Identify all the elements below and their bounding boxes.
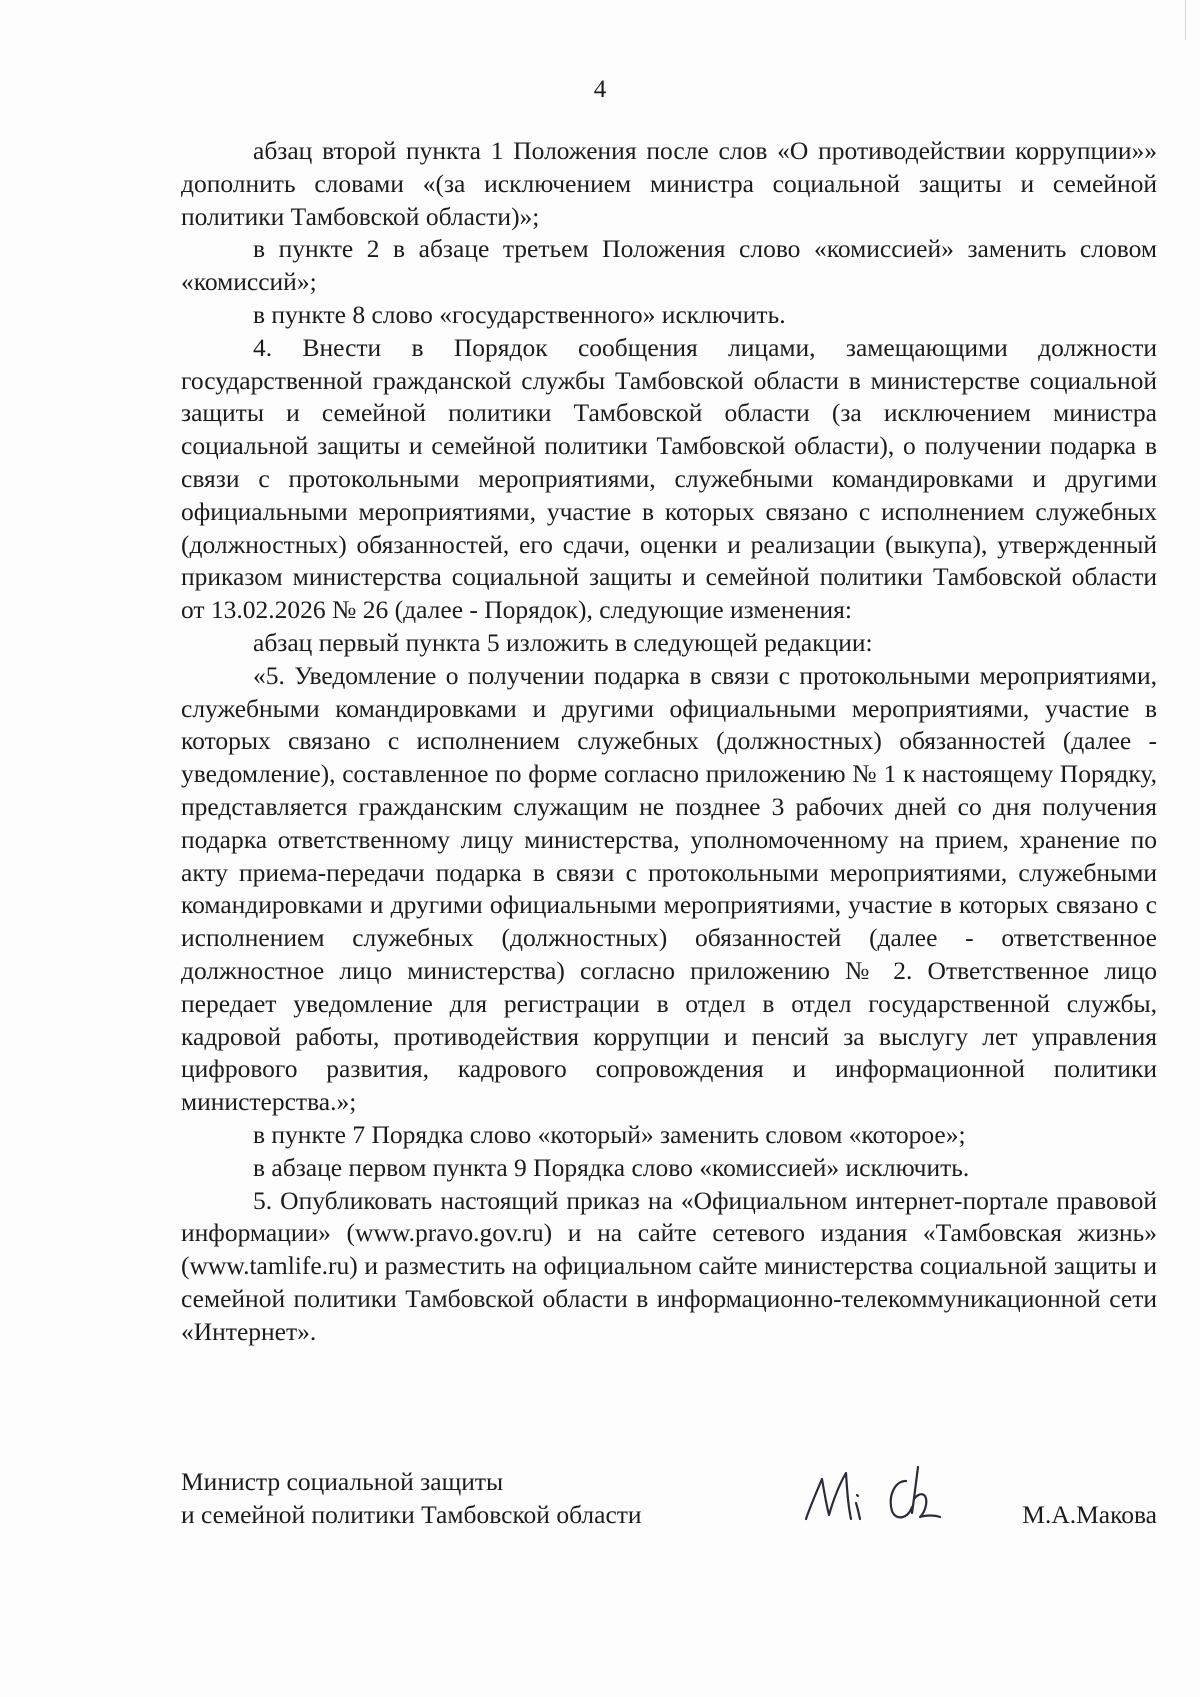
paragraph-7: в пункте 7 Порядка слово «который» заменить словом «которое»; bbox=[253, 1119, 966, 1149]
document-body bbox=[181, 135, 1157, 1348]
signer-name: М.А.Макова bbox=[1022, 1500, 1157, 1529]
signer-title-line-1: Министр социальной защиты bbox=[181, 1467, 504, 1496]
handwritten-signature bbox=[796, 1459, 956, 1537]
paragraph-8: в абзаце первом пункта 9 Порядка слово «комиссией» исключить. bbox=[253, 1152, 970, 1182]
paragraph-6: «5. Уведомление о получении подарка в связи с протокольными мероприятиями, служебными командировками и другими официальными мероприятиями, участие в которых связано с исполнением служебных (должностных) обязанностей (далее - уведомление), составленное по форме согласно приложению № 1 к настоящему Порядку, представляется гражданским служащим не позднее 3 рабочих дней со дня получения подарка ответственному лицу министерства, уполномоченному на прием, хранение по акту приема-передачи подарка в связи с протокольными мероприятиями, служебными командировками и другими официальными мероприятиями, участие в которых связано с исполнением служебных (должностных) обязанностей (далее - ответственное должностное лицо министерства) согласно приложению № 2. Ответственное лицо передает уведомление для регистрации в отдел в отдел государственной службы, кадровой работы, противодействия коррупции и пенсий за выслугу лет управления цифрового развития, кадрового сопровождения и информационной политики министерства.»; bbox=[181, 660, 1157, 1117]
scan-edge-line bbox=[1185, 0, 1186, 40]
page-number: 4 bbox=[593, 76, 607, 103]
paragraph-3: в пункте 8 слово «государственного» исключить. bbox=[253, 299, 786, 329]
paragraph-9: 5. Опубликовать настоящий приказ на «Официальном интернет-портале правовой информации» (www.pravo.gov.ru) и на сайте сетевого издания «Тамбовская жизнь» (www.tamlife.ru) и разместить на официальном сайте министерства социальной защиты и семейной политики Тамбовской области в информационно-телекоммуникационной сети «Интернет». bbox=[181, 1185, 1157, 1346]
signature-block bbox=[181, 1465, 1157, 1575]
paragraph-4: 4. Внести в Порядок сообщения лицами, замещающими должности государственной гражданской службы Тамбовской области в министерстве социальной защиты и семейной политики Тамбовской области (за исключением министра социальной защиты и семейной политики Тамбовской области), о получении подарка в связи с протокольными мероприятиями, служебными командировками и другими официальными мероприятиями, участие в которых связано с исполнением служебных (должностных) обязанностей, его сдачи, оценки и реализации (выкупа), утвержденный приказом министерства социальной защиты и семейной политики Тамбовской области от 13.02.2026 № 26 (далее - Порядок), следующие изменения: bbox=[181, 332, 1157, 625]
paragraph-1: абзац второй пункта 1 Положения после слов «О противодействии коррупции»» дополнить словами «(за исключением министра социальной защиты и семейной политики Тамбовской области)»; bbox=[181, 136, 1157, 231]
paragraph-2: в пункте 2 в абзаце третьем Положения слово «комиссией» заменить словом «комиссий»; bbox=[181, 234, 1157, 297]
signer-title bbox=[181, 1465, 642, 1531]
signer-title-line-2: и семейной политики Тамбовской области bbox=[181, 1500, 642, 1529]
paragraph-5: абзац первый пункта 5 изложить в следующей редакции: bbox=[253, 627, 873, 657]
